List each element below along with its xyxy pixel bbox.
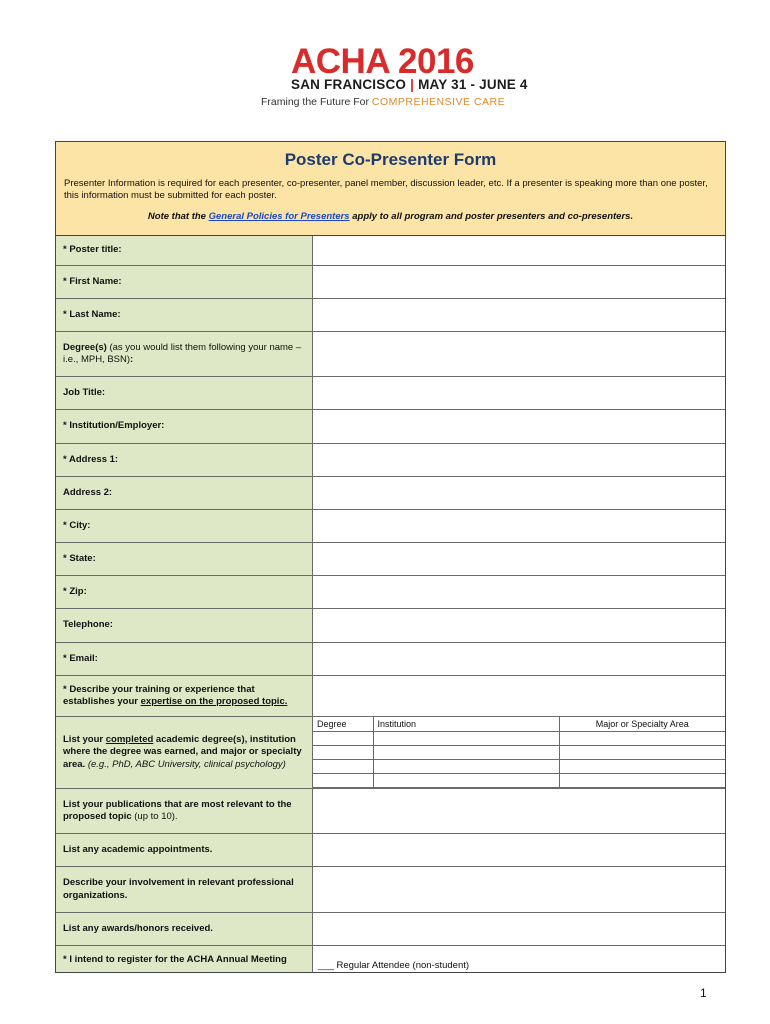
page-number: 1 bbox=[700, 986, 707, 1000]
training-label-text: * Describe your training or experience that establishes your bbox=[63, 683, 255, 707]
degrees-row bbox=[56, 332, 725, 377]
logo-city: SAN FRANCISCO bbox=[291, 77, 407, 92]
state-field[interactable] bbox=[313, 543, 725, 575]
degrees-label-hint: (as you would list them following your name – i.e., MPH, BSN) bbox=[63, 341, 302, 365]
academic-degrees-label bbox=[56, 717, 313, 788]
form-intro: Presenter Information is required for each presenter, co-presenter, panel member, discussion leader, etc. If a presenter is speaking more than one poster, this information must be submitted for each poster. bbox=[64, 178, 708, 201]
job-title-field[interactable] bbox=[313, 377, 725, 409]
institution-cell[interactable] bbox=[373, 746, 559, 760]
logo-tagline-accent: COMPREHENSIVE CARE bbox=[371, 96, 506, 108]
poster-title-field[interactable] bbox=[313, 236, 725, 265]
register-label: * I intend to register for the ACHA Annual Meeting bbox=[56, 946, 313, 972]
involvement-label: Describe your involvement in relevant professional organizations. bbox=[56, 867, 313, 912]
last-name-field[interactable] bbox=[313, 299, 725, 331]
poster-title-label: * Poster title: bbox=[56, 236, 313, 265]
involvement-field[interactable] bbox=[313, 867, 725, 912]
job-title-row bbox=[56, 377, 725, 410]
telephone-field[interactable] bbox=[313, 609, 725, 642]
major-cell[interactable] bbox=[559, 760, 725, 774]
first-name-field[interactable] bbox=[313, 266, 725, 298]
form-header bbox=[56, 142, 725, 236]
policy-note bbox=[64, 211, 717, 223]
policy-note-prefix: Note that the bbox=[147, 211, 209, 222]
institution-cell[interactable] bbox=[373, 774, 559, 788]
awards-label: List any awards/honors received. bbox=[56, 913, 313, 945]
address1-row bbox=[56, 444, 725, 477]
publications-label-plain: (up to 10). bbox=[131, 811, 178, 822]
degree-cell[interactable] bbox=[313, 732, 373, 746]
academic-label-underline: completed bbox=[105, 733, 154, 745]
address2-row bbox=[56, 477, 725, 510]
academic-label-part1: List your bbox=[63, 733, 106, 745]
logo-location-dates bbox=[291, 77, 528, 93]
zip-field[interactable] bbox=[313, 576, 725, 608]
academic-label-example: (e.g., PhD, ABC University, clinical psychology) bbox=[85, 758, 286, 770]
degree-cell[interactable] bbox=[313, 760, 373, 774]
policy-note-suffix: apply to all program and poster presenters and co-presenters. bbox=[349, 211, 634, 222]
institution-label: * Institution/Employer: bbox=[56, 410, 313, 443]
training-label-underline: expertise on the proposed topic. bbox=[140, 696, 288, 707]
telephone-row bbox=[56, 609, 725, 643]
major-cell[interactable] bbox=[559, 732, 725, 746]
email-field[interactable] bbox=[313, 643, 725, 675]
degree-table-header bbox=[313, 717, 725, 732]
degree-table-row bbox=[313, 732, 725, 746]
address1-label: * Address 1: bbox=[56, 444, 313, 476]
register-row bbox=[56, 946, 725, 972]
academic-degrees-row bbox=[56, 717, 725, 789]
degree-table-row bbox=[313, 774, 725, 788]
first-name-label: * First Name: bbox=[56, 266, 313, 298]
appointments-label: List any academic appointments. bbox=[56, 834, 313, 866]
training-row bbox=[56, 676, 725, 717]
publications-label bbox=[56, 789, 313, 833]
first-name-row bbox=[56, 266, 725, 299]
telephone-label: Telephone: bbox=[56, 609, 313, 642]
involvement-row bbox=[56, 867, 725, 913]
city-field[interactable] bbox=[313, 510, 725, 542]
appointments-row bbox=[56, 834, 725, 867]
institution-cell[interactable] bbox=[373, 760, 559, 774]
degree-cell[interactable] bbox=[313, 746, 373, 760]
awards-field[interactable] bbox=[313, 913, 725, 945]
address2-label: Address 2: bbox=[56, 477, 313, 509]
email-row bbox=[56, 643, 725, 676]
zip-label: * Zip: bbox=[56, 576, 313, 608]
state-label: * State: bbox=[56, 543, 313, 575]
academic-label-part2: academic degree(s), institution where the degree was earned, and major or specialty area. bbox=[63, 733, 302, 770]
degrees-label bbox=[56, 332, 313, 376]
institution-column-header: Institution bbox=[373, 717, 559, 732]
acha-logo bbox=[0, 40, 770, 110]
degree-column-header: Degree bbox=[313, 717, 373, 732]
major-cell[interactable] bbox=[559, 746, 725, 760]
institution-cell[interactable] bbox=[373, 732, 559, 746]
institution-row bbox=[56, 410, 725, 444]
address1-field[interactable] bbox=[313, 444, 725, 476]
awards-row bbox=[56, 913, 725, 946]
appointments-field[interactable] bbox=[313, 834, 725, 866]
last-name-label: * Last Name: bbox=[56, 299, 313, 331]
publications-row bbox=[56, 789, 725, 834]
publications-field[interactable] bbox=[313, 789, 725, 833]
degree-table-row bbox=[313, 760, 725, 774]
zip-row bbox=[56, 576, 725, 609]
job-title-label: Job Title: bbox=[56, 377, 313, 409]
city-row bbox=[56, 510, 725, 543]
institution-field[interactable] bbox=[313, 410, 725, 443]
degrees-label-bold: Degree(s) bbox=[63, 341, 107, 353]
logo-separator: | bbox=[410, 77, 415, 92]
degrees-label-colon: : bbox=[130, 354, 134, 365]
degree-cell[interactable] bbox=[313, 774, 373, 788]
regular-attendee-option[interactable]: ___ Regular Attendee (non-student) bbox=[318, 960, 470, 971]
major-column-header: Major or Specialty Area bbox=[559, 717, 725, 732]
state-row bbox=[56, 543, 725, 576]
last-name-row bbox=[56, 299, 725, 332]
email-label: * Email: bbox=[56, 643, 313, 675]
academic-degrees-table-cell bbox=[313, 717, 725, 788]
logo-tagline-prefix: Framing the Future For bbox=[261, 96, 369, 108]
form-title: Poster Co-Presenter Form bbox=[284, 150, 497, 169]
address2-field[interactable] bbox=[313, 477, 725, 509]
publications-label-bold: List your publications that are most relevant to the proposed topic bbox=[63, 798, 292, 822]
training-label bbox=[56, 676, 313, 716]
logo-tagline bbox=[261, 96, 505, 109]
major-cell[interactable] bbox=[559, 774, 725, 788]
degrees-field[interactable] bbox=[313, 332, 725, 376]
co-presenter-form bbox=[55, 141, 726, 973]
logo-dates: MAY 31 - JUNE 4 bbox=[418, 77, 528, 92]
general-policies-link[interactable]: General Policies for Presenters bbox=[208, 211, 350, 222]
logo-title: ACHA 2016 bbox=[291, 42, 474, 81]
city-label: * City: bbox=[56, 510, 313, 542]
poster-title-row bbox=[56, 236, 725, 266]
degree-table-row bbox=[313, 746, 725, 760]
register-field bbox=[313, 946, 725, 972]
training-field[interactable] bbox=[313, 676, 725, 716]
